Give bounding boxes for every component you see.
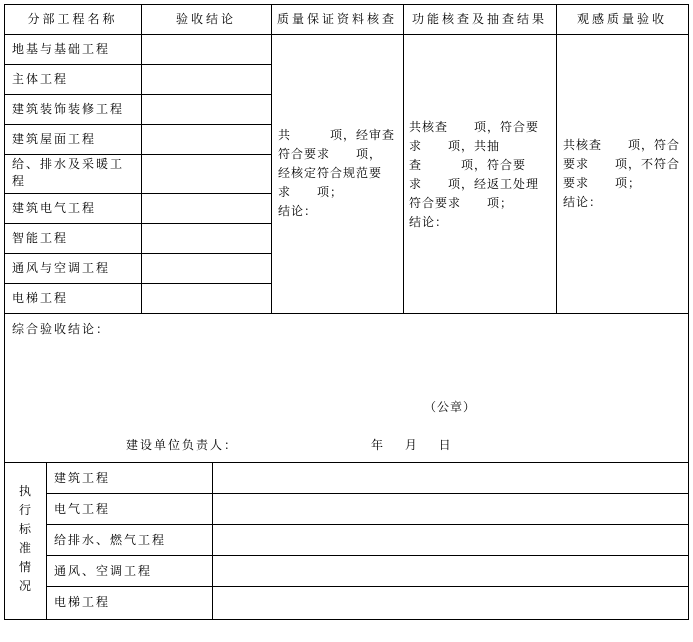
standard-building: 建筑工程	[54, 471, 111, 485]
border-bottom	[4, 619, 689, 620]
row-divider	[4, 64, 272, 65]
border-left	[4, 4, 5, 620]
function-check-line: 查 项，符合要	[409, 158, 527, 172]
appearance-block	[563, 136, 687, 212]
col-divider-2	[271, 4, 272, 314]
col-divider-4	[556, 4, 557, 314]
conclusion-label: 综合验收结论：	[12, 322, 111, 336]
quality-docs-line: 经核定符合规范要	[278, 166, 383, 180]
official-seal-label: （公章）	[424, 400, 477, 414]
subpart-plumbing-heating: 给、排水及采暖工程	[12, 157, 125, 188]
standard-hvac: 通风、空调工程	[54, 564, 153, 578]
standards-row-divider	[46, 586, 689, 587]
header-subpart-name: 分部工程名称	[27, 12, 118, 26]
standards-side-char: 标	[18, 522, 31, 536]
function-check-line: 符合要求 项；	[409, 196, 514, 210]
quality-docs-line: 求 项；	[278, 185, 344, 199]
function-check-line: 共核查 项，符合要	[409, 120, 540, 134]
standard-elevator: 电梯工程	[54, 595, 111, 609]
row-divider	[4, 124, 272, 125]
border-top	[4, 4, 689, 5]
row-divider	[4, 193, 272, 194]
standards-row-divider	[46, 493, 689, 494]
standards-col-divider-2	[212, 462, 213, 620]
appearance-line: 要求 项，不符合	[563, 157, 681, 171]
standards-side-char: 行	[18, 503, 31, 517]
appearance-line: 共核查 项，符合	[563, 138, 681, 152]
quality-docs-conclusion: 结论：	[278, 204, 318, 218]
standards-col-divider-1	[46, 462, 47, 620]
subpart-elevator: 电梯工程	[12, 291, 69, 305]
subpart-electrical: 建筑电气工程	[12, 201, 97, 215]
col-divider-1	[141, 4, 142, 314]
subpart-hvac: 通风与空调工程	[12, 261, 111, 275]
subpart-decoration: 建筑装饰装修工程	[12, 102, 125, 116]
acceptance-form	[4, 4, 689, 620]
function-check-conclusion: 结论：	[409, 215, 449, 229]
standards-row-divider	[46, 555, 689, 556]
section-divider-conclusion	[4, 313, 689, 314]
subpart-foundation: 地基与基础工程	[12, 42, 111, 56]
header-quality-docs: 质量保证资料核查	[276, 12, 397, 26]
function-check-line: 求 项，经返工处理	[409, 177, 540, 191]
header-divider	[4, 34, 689, 35]
border-right	[688, 4, 689, 620]
subpart-intelligent: 智能工程	[12, 231, 69, 245]
appearance-line: 要求 项；	[563, 176, 642, 190]
subpart-main-structure: 主体工程	[12, 72, 69, 86]
appearance-conclusion: 结论：	[563, 195, 603, 209]
subpart-roofing: 建筑屋面工程	[12, 132, 97, 146]
standard-plumbing-gas: 给排水、燃气工程	[54, 533, 167, 547]
row-divider	[4, 154, 272, 155]
function-check-line: 求 项，共抽	[409, 139, 501, 153]
row-divider	[4, 94, 272, 95]
quality-docs-block	[278, 126, 402, 221]
col-divider-3	[403, 4, 404, 314]
row-divider	[4, 283, 272, 284]
row-divider	[4, 253, 272, 254]
signer-label: 建设单位负责人：	[126, 438, 239, 452]
standards-side-char: 况	[18, 579, 31, 593]
header-function-check: 功能核查及抽查结果	[411, 12, 547, 26]
standards-side-char: 情	[18, 560, 31, 574]
header-appearance: 观感质量验收	[576, 12, 667, 26]
section-divider-standards	[4, 462, 689, 463]
standards-side-char: 准	[18, 541, 31, 555]
header-acceptance-conclusion: 验收结论	[175, 12, 236, 26]
function-check-block	[409, 118, 555, 232]
standards-row-divider	[46, 524, 689, 525]
quality-docs-line: 符合要求 项，	[278, 147, 383, 161]
row-divider	[4, 223, 272, 224]
standards-side-char: 执	[18, 484, 31, 498]
date-label: 年 月 日	[371, 438, 453, 452]
standard-electrical: 电气工程	[54, 502, 111, 516]
quality-docs-line: 共 项，经审查	[278, 128, 396, 142]
